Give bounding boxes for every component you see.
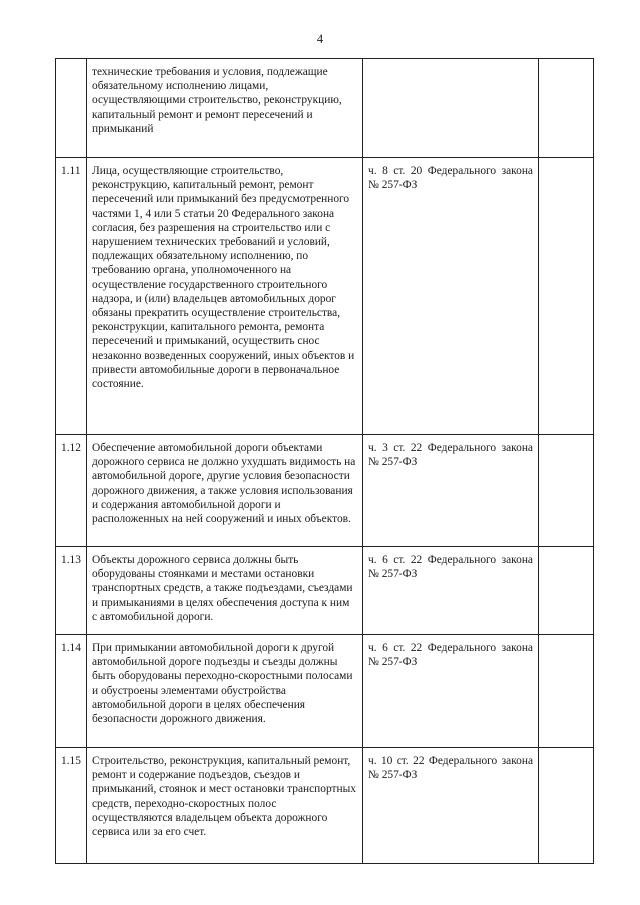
legal-reference: ч. 3 ст. 22 Федерального закона № 257-ФЗ bbox=[363, 435, 539, 547]
note-cell bbox=[539, 635, 594, 748]
table-row-1-12 bbox=[56, 435, 594, 547]
note-cell bbox=[539, 435, 594, 547]
requirement-text: Лица, осуществляющие строительство, реконструкцию, капитальный ремонт, ремонт пересечений или примыканий без предусмотренного частями 1, 4 или 5 статьи 20 Федерального закона согласия, без разрешения на строительство или с нарушением технических требований и условий, подлежащих обязательному исполнению, по требованию органа, уполномоченного на осуществление государственного строительного надзора, и (или) владельцев автомобильных дорог обязаны прекратить осуществление строительства, реконструкции, капитального ремонта, ремонта пересечений и примыканий, осуществить снос незаконно возведенных сооружений, иных объектов и привести автомобильные дороги в первоначальное состояние. bbox=[87, 158, 363, 435]
requirement-text: Обеспечение автомобильной дороги объектами дорожного сервиса не должно ухудшать видимость на автомобильной дороге, другие условия безопасности дорожного движения, а также условия использования и содержания автомобильной дороги и расположенных на ней сооружений и иных объектов. bbox=[87, 435, 363, 547]
table-row-continuation bbox=[56, 59, 594, 158]
requirement-text: Объекты дорожного сервиса должны быть оборудованы стоянками и местами остановки транспортных средств, а также подъездами, съездами и примыканиями в целях обеспечения доступа к ним с автомобильной дороги. bbox=[87, 547, 363, 635]
note-cell bbox=[539, 547, 594, 635]
requirement-text: технические требования и условия, подлежащие обязательному исполнению лицами, осуществляющими строительство, реконструкцию, капитальный ремонт и ремонт пересечений и примыканий bbox=[87, 59, 363, 158]
row-number: 1.12 bbox=[56, 435, 87, 547]
table-row-1-13 bbox=[56, 547, 594, 635]
row-number: 1.14 bbox=[56, 635, 87, 748]
requirement-text: При примыкании автомобильной дороги к другой автомобильной дороге подъезды и съезды должны быть оборудованы переходно-скоростными полосами и обустроены элементами обустройства автомобильной дороги в целях обеспечения безопасности дорожного движения. bbox=[87, 635, 363, 748]
table-row-1-15 bbox=[56, 748, 594, 864]
legal-reference: ч. 6 ст. 22 Федерального закона № 257-ФЗ bbox=[363, 635, 539, 748]
legal-reference bbox=[363, 59, 539, 158]
legal-reference: ч. 10 ст. 22 Федерального закона № 257-ФЗ bbox=[363, 748, 539, 864]
note-cell bbox=[539, 158, 594, 435]
legal-reference: ч. 6 ст. 22 Федерального закона № 257-ФЗ bbox=[363, 547, 539, 635]
row-number: 1.13 bbox=[56, 547, 87, 635]
note-cell bbox=[539, 59, 594, 158]
note-cell bbox=[539, 748, 594, 864]
row-number: 1.11 bbox=[56, 158, 87, 435]
table-row-1-11 bbox=[56, 158, 594, 435]
row-number: 1.15 bbox=[56, 748, 87, 864]
requirement-text: Строительство, реконструкция, капитальный ремонт, ремонт и содержание подъездов, съездов и примыканий, стоянок и мест остановки транспортных средств, переходно-скоростных полос осуществляются владельцем объекта дорожного сервиса или за его счет. bbox=[87, 748, 363, 864]
requirements-table bbox=[55, 58, 594, 864]
table-row-1-14 bbox=[56, 635, 594, 748]
row-number bbox=[56, 59, 87, 158]
page-number: 4 bbox=[316, 32, 324, 46]
legal-reference: ч. 8 ст. 20 Федерального закона № 257-ФЗ bbox=[363, 158, 539, 435]
